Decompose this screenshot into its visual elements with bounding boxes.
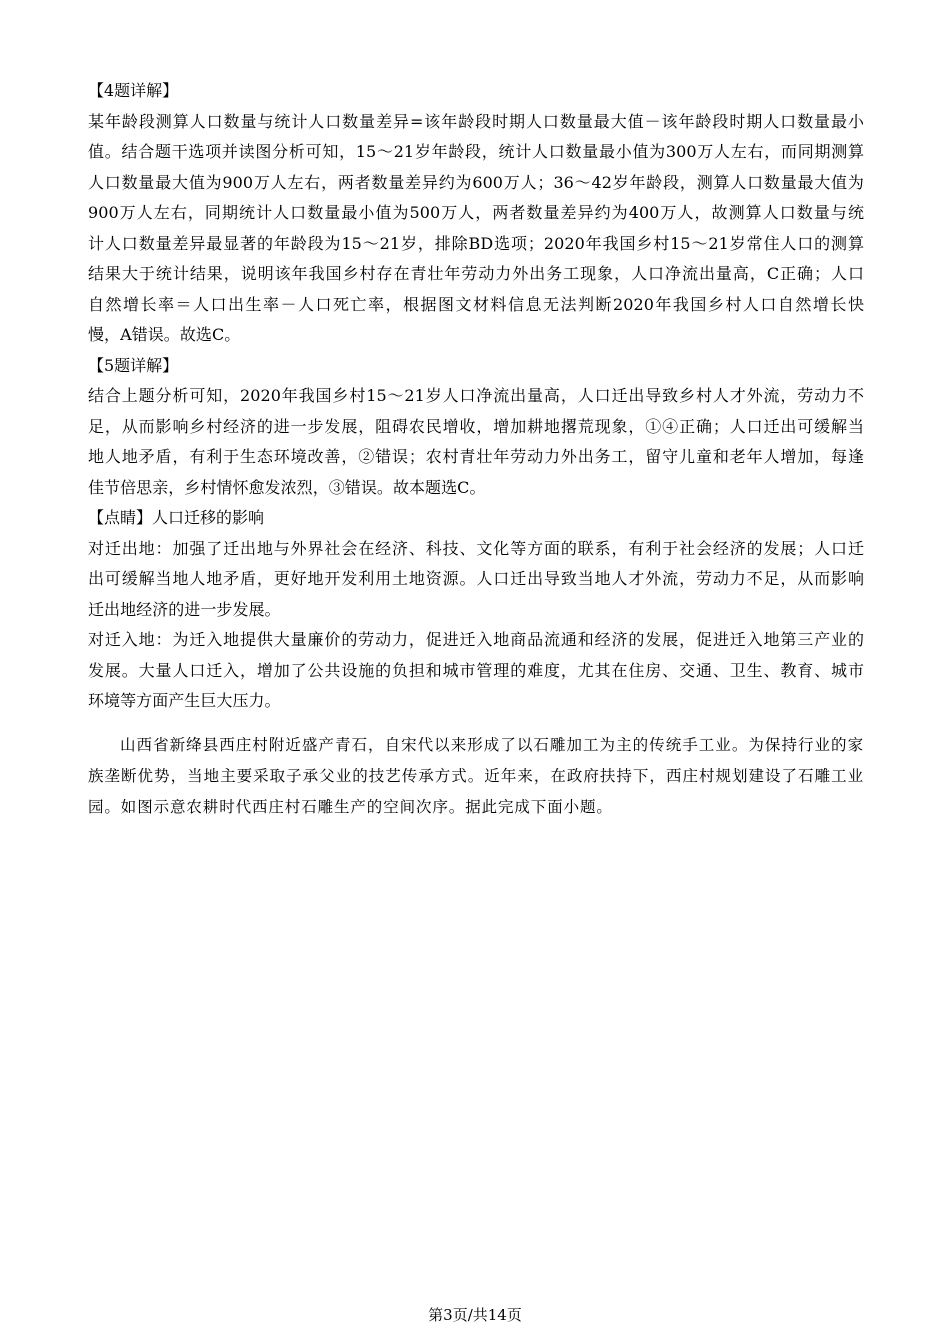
q5-heading: 【5题详解】: [88, 355, 179, 375]
point-heading: 【点睛】人口迁移的影响: [88, 508, 265, 527]
point-in-line: 发展。大量人口迁入，增加了公共设施的负担和城市管理的难度，尤其在住房、交通、卫生、教育、城市: [88, 660, 864, 680]
q5-line: 地人地矛盾，有利于生态环境改善，②错误；农村青壮年劳动力外出务工，留守儿童和老年人增加，每逢: [88, 447, 864, 466]
document-body: [88, 76, 864, 823]
point-in-line: 对迁入地：为迁入地提供大量廉价的劳动力，促进迁入地商品流通和经济的发展，促进迁入地第三产业的: [88, 630, 864, 649]
q5-line: 结合上题分析可知，2020年我国乡村15～21岁人口净流出量高，人口迁出导致乡村人才外流，劳动力不: [88, 386, 864, 405]
point-out-line: 出可缓解当地人地矛盾，更好地开发利用土地资源。人口迁出导致当地人才外流，劳动力不足，从而影响: [88, 569, 864, 588]
q4-heading: 【4题详解】: [88, 81, 179, 100]
q4-line: 值。结合题干选项并读图分析可知，15～21岁年龄段，统计人口数量最小值为300万人左右，而同期测算: [88, 142, 864, 161]
point-out-line: 对迁出地：加强了迁出地与外界社会在经济、科技、文化等方面的联系，有利于社会经济的发展；人口迁: [88, 538, 864, 558]
q5-line: 佳节倍思亲，乡村情怀愈发浓烈，③错误。故本题选C。: [88, 477, 486, 497]
page-number-footer: 第3页/共14页: [428, 1306, 522, 1324]
q4-line: 慢，A错误。故选C。: [88, 325, 241, 344]
q4-line: 900万人左右，同期统计人口数量最小值为500万人，两者数量差异约为400万人，故测算人口数量与统: [88, 203, 864, 222]
q4-line: 计人口数量差异最显著的年龄段为15～21岁，排除BD选项；2020年我国乡村15～21岁常住人口的测算: [88, 233, 864, 253]
q4-line: 某年龄段测算人口数量与统计人口数量差异=该年龄段时期人口数量最大值－该年龄段时期人口数量最小: [88, 111, 864, 131]
point-in-line: 环境等方面产生巨大压力。: [88, 691, 281, 710]
q5-line: 足，从而影响乡村经济的进一步发展，阻碍农民增收，增加耕地撂荒现象，①④正确；人口迁出可缓解当: [88, 416, 864, 436]
q4-line: 人口数量最大值为900万人左右，两者数量差异约为600万人；36～42岁年龄段，测算人口数量最大值为: [88, 172, 864, 192]
point-out-line: 迁出地经济的进一步发展。: [88, 599, 281, 619]
q4-line: 结果大于统计结果，说明该年我国乡村存在青壮年劳动力外出务工现象，人口净流出量高，C正确；人口: [88, 264, 864, 283]
q4-line: 自然增长率＝人口出生率－人口死亡率，根据图文材料信息无法判断2020年我国乡村人口自然增长快: [88, 294, 864, 314]
material-intro-paragraph: 山西省新绛县西庄村附近盛产青石，自宋代以来形成了以石雕加工为主的传统手工业。为保持行业的家族垄断优势，当地主要采取子承父业的技艺传承方式。近年来，在政府扶持下，西庄村规划建设了石雕工业园。如图示意农耕时代西庄村石雕生产的空间次序。据此完成下面小题。: [88, 735, 864, 816]
